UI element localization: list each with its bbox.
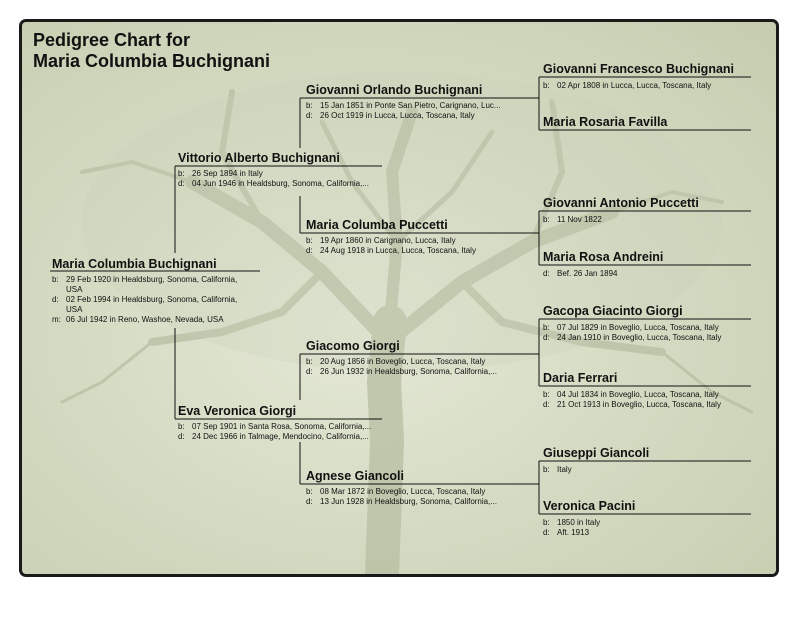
person-events-great-grandparent-6: [543, 390, 721, 410]
person-events-great-grandparent-8: [543, 518, 600, 538]
person-events-root: [52, 275, 237, 325]
person-name-paternal-grandmother: Maria Columba Puccetti: [306, 218, 448, 232]
person-name-great-grandparent-7: Giuseppi Giancoli: [543, 446, 650, 460]
death-event: d: 04 Jun 1946 in Healdsburg, Sonoma, California,...: [178, 179, 369, 188]
person-name-mother: Eva Veronica Giorgi: [178, 404, 297, 418]
person-name-great-grandparent-3: Giovanni Antonio Puccetti: [543, 196, 699, 210]
death-event: d: 24 Dec 1966 in Talmage, Mendocino, California,...: [178, 432, 369, 441]
person-name-maternal-grandmother: Agnese Giancoli: [306, 469, 404, 483]
person-events-maternal-grandfather: [306, 357, 497, 377]
person-events-maternal-grandmother: [306, 487, 497, 507]
marriage-event: m: 06 Jul 1942 in Reno, Washoe, Nevada, USA: [52, 315, 224, 324]
birth-event: b: 1850 in Italy: [543, 518, 601, 527]
person-events-paternal-grandmother: [306, 236, 476, 256]
birth-event: b: Italy: [543, 465, 572, 474]
person-name-father: Vittorio Alberto Buchignani: [178, 151, 340, 165]
person-events-great-grandparent-7: [543, 465, 572, 475]
person-events-father: [178, 169, 369, 189]
person-name-great-grandparent-1: Giovanni Francesco Buchignani: [543, 62, 735, 76]
birth-event: b: 20 Aug 1856 in Boveglio, Lucca, Toscana, Italy: [306, 357, 486, 366]
person-events-great-grandparent-4: [543, 269, 618, 279]
death-event: d: 21 Oct 1913 in Boveglio, Lucca, Toscana, Italy: [543, 400, 721, 409]
death-event: d: 26 Jun 1932 in Healdsburg, Sonoma, California,...: [306, 367, 497, 376]
person-name-great-grandparent-8: Veronica Pacini: [543, 499, 636, 513]
death-event: d: Bef. 26 Jan 1894: [543, 269, 618, 278]
person-name-great-grandparent-5: Gacopa Giacinto Giorgi: [543, 304, 683, 318]
person-events-great-grandparent-1: [543, 81, 711, 91]
death-event: d: 02 Feb 1994 in Healdsburg, Sonoma, California, USA: [52, 295, 238, 314]
death-event: d: 24 Aug 1918 in Lucca, Lucca, Toscana, Italy: [306, 246, 476, 255]
person-name-great-grandparent-2: Maria Rosaria Favilla: [543, 115, 668, 129]
birth-event: b: 08 Mar 1872 in Boveglio, Lucca, Toscana, Italy: [306, 487, 486, 496]
birth-event: b: 04 Jul 1834 in Boveglio, Lucca, Toscana, Italy: [543, 390, 719, 399]
person-name-great-grandparent-6: Daria Ferrari: [543, 371, 618, 385]
death-event: d: 24 Jan 1910 in Boveglio, Lucca, Toscana, Italy: [543, 333, 722, 342]
death-event: d: 13 Jun 1928 in Healdsburg, Sonoma, California,...: [306, 497, 497, 506]
person-events-paternal-grandfather: [306, 101, 501, 121]
birth-event: b: 11 Nov 1822: [543, 215, 602, 224]
birth-event: b: 02 Apr 1808 in Lucca, Lucca, Toscana, Italy: [543, 81, 712, 90]
death-event: d: Aft. 1913: [543, 528, 590, 537]
birth-event: b: 29 Feb 1920 in Healdsburg, Sonoma, California, USA: [52, 275, 238, 294]
death-event: d: 26 Oct 1919 in Lucca, Lucca, Toscana, Italy: [306, 111, 475, 120]
birth-event: b: 15 Jan 1851 in Ponte San Pietro, Carignano, Luc...: [306, 101, 501, 110]
person-name-paternal-grandfather: Giovanni Orlando Buchignani: [306, 83, 483, 97]
birth-event: b: 26 Sep 1894 in Italy: [178, 169, 263, 178]
person-events-great-grandparent-3: [543, 215, 602, 225]
title-line-1: Pedigree Chart for: [33, 30, 191, 50]
person-events-mother: [178, 422, 371, 442]
person-name-maternal-grandfather: Giacomo Giorgi: [306, 339, 400, 353]
birth-event: b: 07 Jul 1829 in Boveglio, Lucca, Toscana, Italy: [543, 323, 719, 332]
birth-event: b: 07 Sep 1901 in Santa Rosa, Sonoma, California,...: [178, 422, 372, 431]
person-name-great-grandparent-4: Maria Rosa Andreini: [543, 250, 664, 264]
chart-frame: [19, 19, 779, 577]
person-events-great-grandparent-5: [543, 323, 721, 343]
birth-event: b: 19 Apr 1860 in Carignano, Lucca, Italy: [306, 236, 456, 245]
title-line-2: Maria Columbia Buchignani: [33, 51, 271, 71]
person-name-root: Maria Columbia Buchignani: [52, 257, 217, 271]
